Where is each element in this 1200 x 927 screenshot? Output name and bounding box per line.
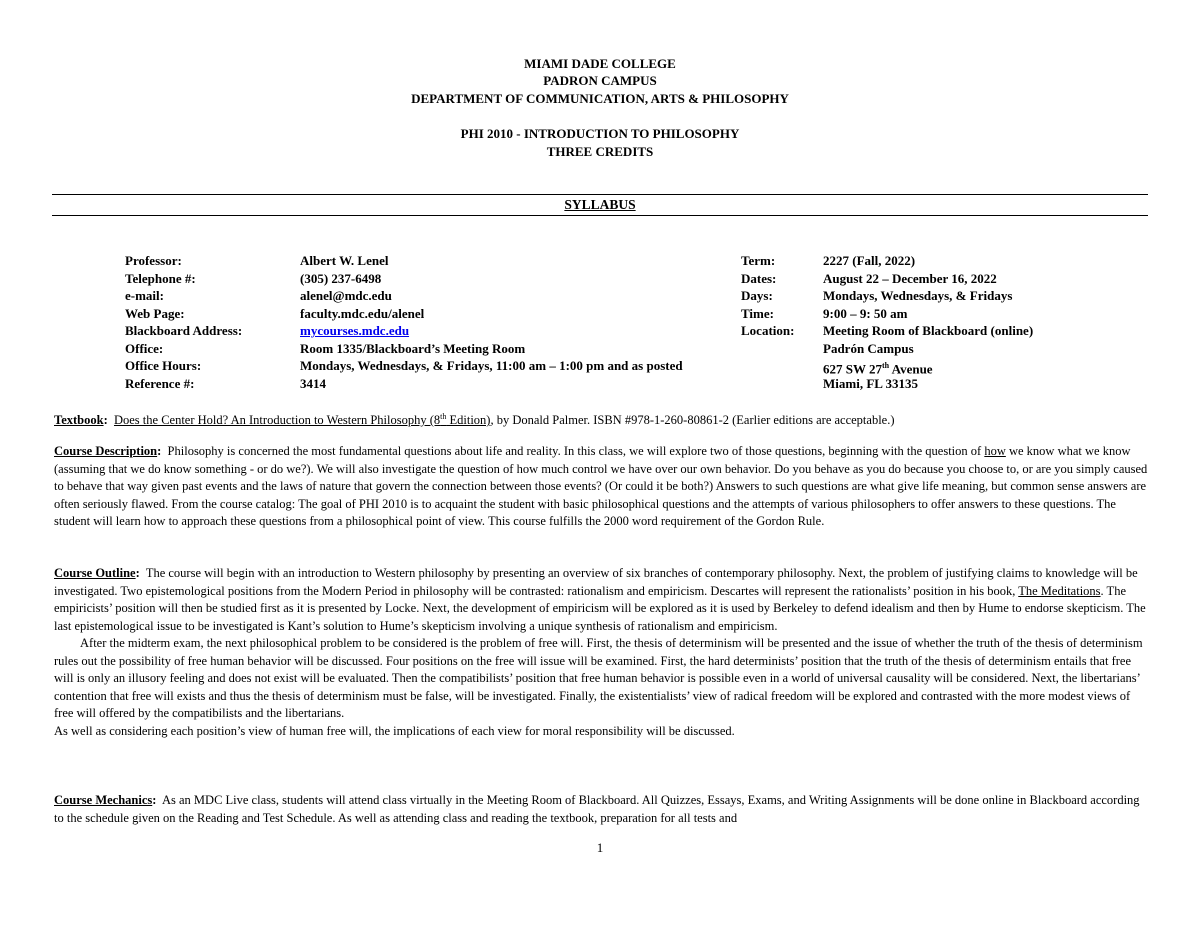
textbook-details: , by Donald Palmer. ISBN #978-1-260-80861-2 (Earlier editions are acceptable.)	[490, 413, 895, 428]
textbook-title: Does the Center Hold? An Introduction to Western Philosophy (8th Edition)	[113, 412, 491, 428]
outline-paragraph-3: As well as considering each position’s view of human free will, the implications of each view for moral responsibility will be discussed.	[54, 723, 735, 738]
dates-value: August 22 – December 16, 2022	[823, 270, 997, 286]
label-telephone: Telephone #:	[125, 270, 196, 286]
page-number: 1	[596, 840, 604, 855]
office-hours-value: Mondays, Wednesdays, & Fridays, 11:00 am – 1:00 pm and as posted	[300, 358, 683, 373]
email-value: alenel@mdc.edu	[300, 288, 392, 303]
address-line: 627 SW 27th Avenue	[823, 361, 933, 377]
course-title: PHI 2010 - INTRODUCTION TO PHILOSOPHY	[460, 126, 740, 141]
time-value: 9:00 – 9: 50 am	[823, 305, 908, 321]
city-line: Miami, FL 33135	[823, 375, 918, 391]
description-label: Course Description	[54, 444, 158, 458]
label-reference: Reference #:	[125, 375, 195, 391]
course-outline: Course Outline: The course will begin with an introduction to Western philosophy by presenting an overview of six branches of contemporary philosophy. Next, the problem of justifying claims to knowledge will be investigated. Two epistemological positions from the Modern Period in philosophy will be contrasted: rationalism and empiricism. Descartes will represent the rationalists’ position in his book, The Meditations. The empiricists’ position will then be studied first as it is presented by Locke. Next, the development of empiricism will be explored as it is used by Berkeley to defend idealism and then by Hume to endorse skepticism. The last epistemological issue to be investigated is Kant’s solution to Hume’s skepticism involving a unique synthesis of rationalism and empiricism. After the midterm exam, the next philosophical problem to be considered is the problem of free will. First, the thesis of determinism will be presented and the issue of whether the truth of the thesis of determinism rules out the possibility of free human behavior will be discussed. Four positions on the free will issue will be examined. First, the hard determinists’ position that the truth of the thesis of determinism entails that free will is only an illusory feeling and does not exist will be evaluated. Then the compatibilists’ position that free human behavior is possible even in a world of universal causality will be considered. Next, the libertarians’ contention that free will exists and thus the thesis of determinism must be false, will be investigated. Finally, the existentialists’ view of radical freedom will be explored and contrasted with the more modest views of free will offered by the compatibilists and the libertarians. As well as considering each position’s view of human free will, the implications of each view for moral responsibility will be discussed.	[54, 566, 1146, 738]
campus-line: Padrón Campus	[823, 340, 914, 356]
blackboard-link[interactable]: mycourses.mdc.edu	[300, 323, 410, 338]
professor-name: Albert W. Lenel	[300, 253, 389, 268]
course-mechanics: Course Mechanics: As an MDC Live class, students will attend class virtually in the Meeting Room of Blackboard. All Quizzes, Essays, Exams, and Writing Assignments will be done online in Blackboard according to the schedule given on the Reading and Test Schedule. As well as attending class and reading the textbook, preparation for all tests and	[54, 793, 1140, 825]
left-values	[300, 252, 683, 392]
label-email: e-mail:	[125, 288, 164, 303]
telephone-value: (305) 237-6498	[300, 270, 382, 286]
course-credits: THREE CREDITS	[546, 144, 654, 159]
outline-paragraph-2: After the midterm exam, the next philosophical problem to be considered is the problem of free will. First, the thesis of determinism will be presented and the issue of whether the truth of the thesis of determinism rules out the possibility of free human behavior will be discussed. Four positions on the free will issue will be examined. First, the hard determinists’ position that the truth of the thesis of determinism entails that free will is only an illusory feeling and does not exist will be evaluated. Then the compatibilists’ position that free human behavior is possible even in a world of universal causality will be considered. Next, the libertarians’ contention that free will exists and thus the thesis of determinism must be false, will be investigated. Finally, the existentialists’ view of radical freedom will be explored and contrasted with the more modest views of free will offered by the compatibilists and the libertarians.	[54, 636, 1143, 720]
location-value: Meeting Room of Blackboard (online)	[823, 323, 1034, 338]
left-labels	[125, 252, 242, 392]
textbook-paragraph: Textbook: Does the Center Hold? An Introduction to Western Philosophy (8th Edition), by Donald Palmer. ISBN #978-1-260-80861-2 (Earlier editions are acceptable.)	[54, 412, 895, 428]
top-rule	[52, 194, 1148, 195]
bottom-rule	[52, 215, 1148, 216]
label-office: Office:	[125, 340, 164, 356]
webpage-value: faculty.mdc.edu/alenel	[300, 305, 425, 321]
label-office-hours: Office Hours:	[125, 358, 202, 373]
how-emphasis: how	[984, 444, 1006, 458]
mechanics-label: Course Mechanics	[54, 793, 153, 807]
label-location: Location:	[741, 323, 795, 338]
syllabus-title: SYLLABUS	[564, 197, 636, 212]
meditations-title: The Meditations	[1018, 583, 1101, 598]
department-name: DEPARTMENT OF COMMUNICATION, ARTS & PHILOSOPHY	[411, 91, 789, 106]
label-webpage: Web Page:	[125, 305, 185, 321]
outline-label: Course Outline	[54, 566, 136, 580]
right-values	[823, 252, 1033, 392]
label-blackboard: Blackboard Address:	[125, 323, 243, 338]
reference-value: 3414	[300, 375, 326, 391]
campus-name: PADRON CAMPUS	[543, 73, 657, 88]
label-days: Days:	[741, 288, 773, 303]
label-term: Term:	[741, 253, 776, 268]
term-value: 2227 (Fall, 2022)	[823, 253, 916, 268]
label-time: Time:	[741, 305, 774, 321]
textbook-label: Textbook	[54, 413, 104, 428]
right-labels	[741, 252, 794, 340]
college-name: MIAMI DADE COLLEGE	[524, 56, 676, 71]
office-value: Room 1335/Blackboard’s Meeting Room	[300, 340, 526, 356]
days-value: Mondays, Wednesdays, & Fridays	[823, 288, 1013, 303]
label-dates: Dates:	[741, 270, 777, 286]
label-professor: Professor:	[125, 253, 182, 268]
course-description: Course Description: Philosophy is concerned the most fundamental questions about life and reality. In this class, we will explore two of those questions, beginning with the question of how we know what we know (assuming that we do know something - or do we?). We will also investigate the question of how much control we have over our own behavior. Do you behave as you do because you choose to, or are you simply caused to behave that way given past events and the laws of nature that govern the connection between those events? (Or could it be both?) Answers to such questions are what give life meaning, but common sense answers are often seriously flawed. From the course catalog: The goal of PHI 2010 is to acquaint the student with basic philosophical questions and the attempts of various philosophers to offer answers to these questions. The student will learn how to approach these questions from a philosophical point of view. This course fulfills the 2000 word requirement of the Gordon Rule.	[54, 444, 1148, 528]
